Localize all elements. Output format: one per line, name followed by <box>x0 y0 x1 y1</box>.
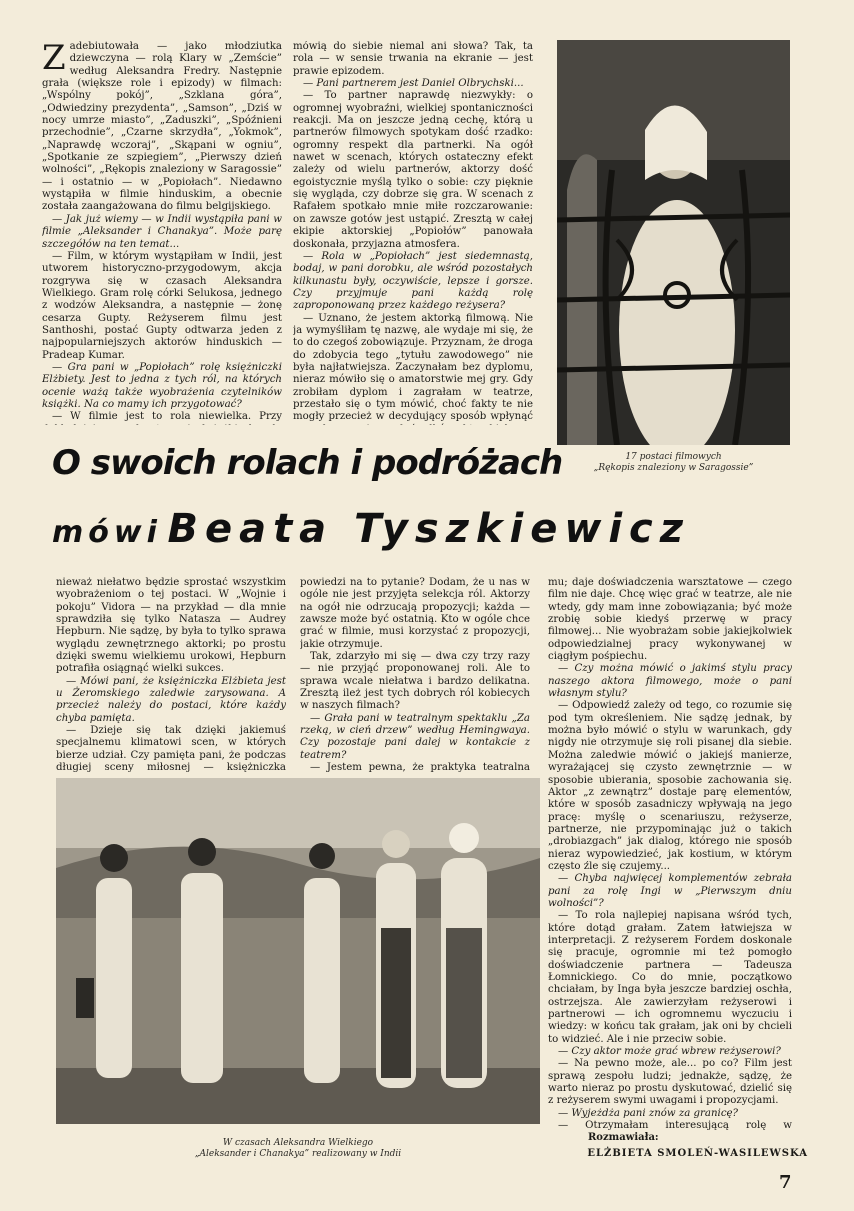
article-column-2-bottom <box>300 577 530 772</box>
drop-cap: Z <box>42 41 66 78</box>
question-paragraph: — Jak już wiemy — w Indii wystąpiła pani w filmie „Aleksander i Chanakya”. Może parę szczegółów na ten temat... <box>42 213 282 250</box>
top-photo-caption <box>557 452 790 474</box>
photo-actress-at-window-image <box>557 40 790 445</box>
caption-line: „Aleksander i Chanakya” realizowany w Indii <box>194 1149 402 1159</box>
paragraph: Tak, zdarzyło mi się — dwa czy trzy razy — nie przyjąć proponowanej roli. Ale to sprawa wcale niełatwa i bardzo delikatna. Zresztą ileż jest tych dobrych ról kobiecych w naszych filmach? <box>300 651 530 712</box>
photo-actress-at-window <box>557 40 790 445</box>
question-paragraph: — Czy można mówić o jakimś stylu pracy naszego aktora filmowego, może o pani własnym stylu? <box>548 663 792 700</box>
bottom-photo-caption <box>56 1138 540 1160</box>
question-paragraph: — Czy aktor może grać wbrew reżyserowi? <box>558 1046 781 1058</box>
paragraph: — Otrzymałam interesującą rolę w <box>558 1120 792 1130</box>
interview-credit <box>548 1130 808 1162</box>
paragraph: — Na pewno może, ale... po co? Film jest sprawą zespołu ludzi; jednakże, sądzę, że warto nieraz po prostu dyskutować, dzielić się z reżyserem swymi uwagami i propozycjami. <box>548 1058 792 1107</box>
credit-name: ELŻBIETA SMOLEŃ-WASILEWSKA <box>587 1148 808 1159</box>
paragraph: — Dzieje się tak dzięki jakiemuś specjalnemu klimatowi scen, w których bierze udział. Czy pamięta pani, że podczas długiej sceny miłosnej — księżniczka <box>56 725 286 772</box>
credit-label: Rozmawiała: <box>588 1132 659 1143</box>
article-column-3-bottom <box>548 577 792 1130</box>
article-column-1-top <box>42 41 282 425</box>
question-paragraph: — Grała pani w teatralnym spektaklu „Za rzeką, w cień drzew” według Hemingwaya. Czy pozostaje pani dalej w kontakcie z teatrem? <box>300 712 530 761</box>
paragraph: — To partner naprawdę niezwykły: o ogromnej wyobraźni, wielkiej spontaniczności reakcji. Ma on jeszcze jedną cechę, którą u partnerów filmowych spotykam dość rzadko: ogromny respekt dla partnerki. Na ogół nawet w scenach, których ostateczny efekt zależy od wielu partnerów, aktorzy dość egoistycznie myślą tylko o sobie: czy pięknie się wygląda, czy dobrze się gra. W scenach z Rafałem spotkało mnie miłe rozczarowanie: on zawsze gotów jest ustąpić. Zresztą w całej ekipie aktorskiej „Popiołów” panowała doskonała, przyjazna atmosfera. <box>293 90 533 250</box>
headline-verb: mówi <box>52 515 162 550</box>
paragraph: — Film, w którym wystąpiłam w Indii, jest utworem historyczno-przygodowym, akcja rozgrywa się w czasach Aleksandra Wielkiego. Gram rolę córki Selukosa, jednego z wodzów Aleksandra, a następnie — żonę cesarza Gupty. Reżyserem filmu jest Santhoshi, postać Gupty odtwarza jeden z najpopularniejszych aktorów hinduskich — Pradeap Kumar. <box>42 250 282 361</box>
caption-line: 17 postaci filmowych <box>625 452 722 462</box>
question-paragraph: — Pani partnerem jest Daniel Olbrychski... <box>303 78 524 90</box>
caption-line: „Rękopis znaleziony w Saragossie” <box>593 463 754 473</box>
question-paragraph: — Wyjeżdża pani znów za granicę? <box>558 1107 739 1119</box>
caption-line: W czasach Aleksandra Wielkiego <box>222 1138 374 1148</box>
article-column-2-top <box>293 41 533 425</box>
headline-line-1: O swoich rolach i podróżach <box>52 443 563 483</box>
question-paragraph: — Mówi pani, że księżniczka Elżbieta jest u Żeromskiego zaledwie zarysowana. A przecież należy do postaci, które każdy chyba pamięta. <box>56 675 286 724</box>
photo-film-set-india <box>56 778 540 1124</box>
paragraph: — W filmie jest to rola niewielka. Przy <box>52 411 282 423</box>
page-number: 7 <box>779 1172 792 1193</box>
paragraph: nieważ niełatwo będzie sprostać wszystkim wyobrażeniom o tej postaci. W „Wojnie i pokoju” Vidora — na przykład — dla mnie sprawdziła się tylko Natasza — Audrey Hepburn. Nie sądzę, by była to tylko sprawa wyglądu zewnętrznego aktorki; po prostu dzięki swemu wielkiemu urokowi, Hepburn potrafiła osiągnąć wielki sukces. <box>56 577 286 675</box>
paragraph: mu; daje doświadczenia warsztatowe — czego film nie daje. Chcę więc grać w teatrze, ale nie wtedy, gdy mam inne zobowiązania; być może zrobię sobie kiedyś przerwę w pracy filmowej... Nie wyobrażam sobie jakiejkolwiek odpowiedzialnej pracy wykonywanej w ciągłym pośpiechu. <box>548 577 792 663</box>
question-paragraph: — Rola w „Popiołach” jest siedemnastą, bodaj, w pani dorobku, ale wśród pozostałych kilkunastu były, oczywiście, lepsze i gorsze. Czy przyjmuje pani każdą rolę zaproponowaną przez każdego reżysera? <box>293 250 533 312</box>
paragraph: adebiutowała — jako młodziutka dziewczyna — rolą Klary w „Zemście” według Aleksandra Fredry. Następnie grała (większe role i epizody) w filmach: „Wspólny pokój”, „Szklana góra”, „Odwiedziny prezydenta”, „Samson”, „Dziś w nocy umrze miasto”, „Zaduszki”, „Spóźnieni przechodnie”, „Czarne skrzydła”, „Yokmok”, „Naprawdę wczoraj”, „Skąpani w ogniu”, „Spotkanie ze szpiegiem”, „Pierwszy dzień wolności”, „Rękopis znaleziony w Saragossie” — i ostatnio — w „Popiołach”. Niedawno wystąpiła w filmie hinduskim, a obecnie została zaangażowana do filmu belgijskiego. <box>42 41 282 213</box>
question-paragraph: — Gra pani w „Popiołach” rolę księżniczki Elżbiety. Jest to jedna z tych ról, na których ocenie ważą także wyobrażenia czytelników książki. Na co mamy ich przygotować? <box>42 361 282 410</box>
headline-name: Beata Tyszkiewicz <box>167 506 691 552</box>
paragraph: — Odpowiedź zależy od tego, co rozumie się pod tym określeniem. Nie sądzę jednak, by można było mówić o stylu w warunkach, gdy nigdy nie otrzymuje się roli pisanej dla siebie. Można zaledwie mówić o jakiejś manierze, wyrażającej się czysto zewnętrznie — w sposobie ubierania, sposobie zachowania się. Aktor „z zewnątrz” dostaje parę elementów, które w sposób zasadniczy wpływają na jego pracę: myślę o scenariuszu, reżyserze, partnerze, nie przypominając już o takich „drobiazgach” jak dialog, którego nie sposób nieraz wypowiedzieć, jak kostium, w którym często źle się czujemy... <box>548 700 792 872</box>
paragraph: — To rola najlepiej napisana wśród tych, które dotąd grałam. Zatem łatwiejsza w interpretacji. Z reżyserem Fordem doskonale się pracuje, ogromnie mi też pomogło doświadczenie partnera — Tadeusza Łomnickiego. Co do mnie, początkowo chciałam, by Inga była jeszcze bardziej oschła, ostrzejsza. Ale zawierzyłam reżyserowi i partnerowi — ich ogromnemu wyczuciu i wiedzy: w końcu tak grałam, jak oni by chcieli to widzieć. Ale i nie przeciw sobie. <box>548 910 792 1045</box>
photo-film-set-india-image <box>56 778 540 1124</box>
paragraph: — Uznano, że jestem aktorką filmową. Nie ja wymyśliłam tę nazwę, ale wydaje mi się, że to do czegoś zobowiązuje. Przyznam, że droga do zdobycia tego „tytułu zawodowego” nie była najłatwiejsza. Zaczynałam bez dyplomu, nieraz mówiło się o amatorstwie mej gry. Gdy zrobiłam dyplom i zagrałam w teatrze, przestało się o tym mówić, choć fakty te nie mogły przecież w decydujący sposób wpłynąć <box>293 312 533 423</box>
paragraph: powiedzi na to pytanie? Dodam, że u nas w ogóle nie jest przyjęta selekcja ról. Aktorzy na ogół nie odrzucają propozycji; każda — zawsze może być ostatnią. Kto w ogóle chce grać w filmie, musi korzystać z propozycji, jakie otrzymuje. <box>300 577 530 650</box>
article-column-1-bottom <box>56 577 286 772</box>
question-paragraph: — Chyba najwięcej komplementów zebrała pani za rolę Ingi w „Pierwszym dniu wolności”? <box>548 873 792 909</box>
paragraph: mówią do siebie niemal ani słowa? Tak, ta rola — w sensie trwania na ekranie — jest prawie epizodem. <box>293 41 533 77</box>
paragraph: — Jestem pewna, że praktyka teatralna <box>310 762 530 772</box>
headline-line-2 <box>52 506 690 552</box>
